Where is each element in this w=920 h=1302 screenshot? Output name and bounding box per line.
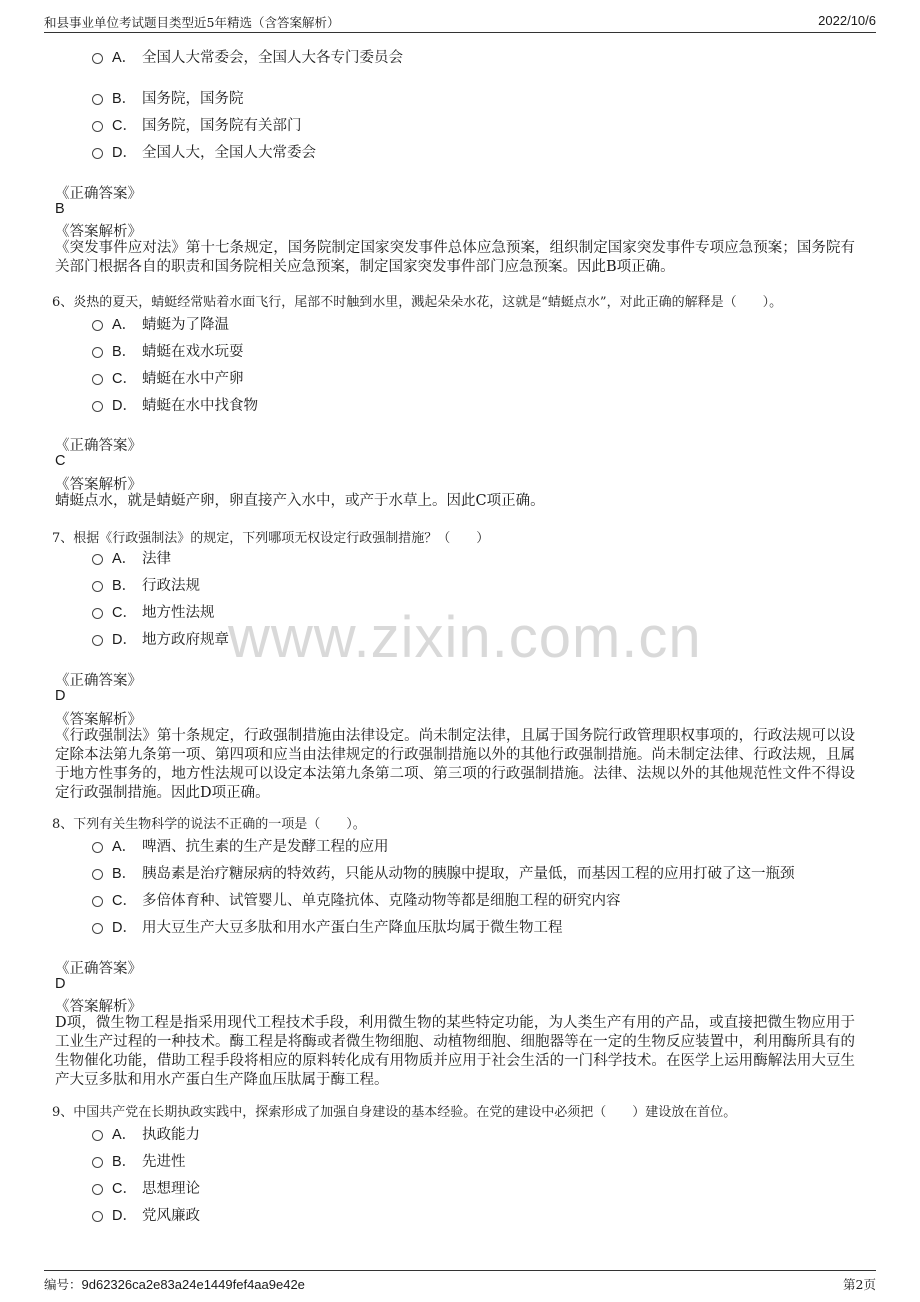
radio-icon[interactable] <box>92 869 103 880</box>
radio-icon[interactable] <box>92 581 103 592</box>
question-7: 7、根据《行政强制法》的规定，下列哪项无权设定行政强制措施？（ ） <box>52 531 490 546</box>
q9-option-b[interactable]: B． 先进性 <box>92 1150 186 1171</box>
radio-icon[interactable] <box>92 1211 103 1222</box>
analysis-label: 《答案解析》 <box>55 712 142 728</box>
q5-option-c[interactable]: C． 国务院，国务院有关部门 <box>92 114 302 135</box>
q7-option-b[interactable]: B． 行政法规 <box>92 574 200 595</box>
radio-icon[interactable] <box>92 1130 103 1141</box>
question-9: 9、中国共产党在长期执政实践中，探索形成了加强自身建设的基本经验。在党的建设中必须把（ ）建设放在首位。 <box>52 1105 737 1120</box>
analysis-label: 《答案解析》 <box>55 477 142 493</box>
q7-option-c[interactable]: C． 地方性法规 <box>92 601 215 622</box>
answer-value: B <box>55 201 65 217</box>
radio-icon[interactable] <box>92 842 103 853</box>
document-id <box>44 1275 305 1293</box>
radio-icon[interactable] <box>92 53 103 64</box>
radio-icon[interactable] <box>92 923 103 934</box>
analysis-text: 《行政强制法》第十条规定，行政强制措施由法律设定。尚未制定法律，且属于国务院行政管理职权事项的，行政法规可以设定除本法第九条第一项、第四项和应当由法律规定的行政强制措施以外的其他行政强制措施。尚未制定法律、行政法规，且属于地方性事务的，地方性法规可以设定本法第九条第二项、第三项的行政强制措施。法律、法规以外的其他规范性文件不得设定行政强制措施。因此D项正确。 <box>55 728 855 801</box>
answer-value: D <box>55 688 66 704</box>
answer-label: 《正确答案》 <box>55 961 142 977</box>
q9-option-c[interactable]: C． 思想理论 <box>92 1177 200 1198</box>
q9-option-d[interactable]: D． 党风廉政 <box>92 1204 200 1225</box>
q5-option-b[interactable]: B． 国务院，国务院 <box>92 87 244 108</box>
q8-option-c[interactable]: C． 多倍体育种、试管婴儿、单克隆抗体、克隆动物等都是细胞工程的研究内容 <box>92 889 621 910</box>
q8-option-d[interactable]: D． 用大豆生产大豆多肽和用水产蛋白生产降血压肽均属于微生物工程 <box>92 916 563 937</box>
answer-value: D <box>55 976 66 992</box>
q5-option-d[interactable]: D． 全国人大，全国人大常委会 <box>92 141 316 162</box>
radio-icon[interactable] <box>92 554 103 565</box>
analysis-label: 《答案解析》 <box>55 999 142 1015</box>
page-footer <box>44 1270 876 1293</box>
q6-option-b[interactable]: B． 蜻蜓在戏水玩耍 <box>92 340 244 361</box>
radio-icon[interactable] <box>92 1157 103 1168</box>
radio-icon[interactable] <box>92 608 103 619</box>
document-id-label: 编号： <box>44 1277 82 1292</box>
answer-label: 《正确答案》 <box>55 673 142 689</box>
q8-option-b[interactable]: B． 胰岛素是治疗糖尿病的特效药，只能从动物的胰腺中提取，产量低，而基因工程的应用打破了这一瓶颈 <box>92 862 795 883</box>
q5-option-a[interactable]: A． 全国人大常委会，全国人大各专门委员会 <box>92 46 403 67</box>
analysis-text: 蜻蜓点水，就是蜻蜓产卵，卵直接产入水中，或产于水草上。因此C项正确。 <box>55 493 545 509</box>
q8-option-a[interactable]: A． 啤酒、抗生素的生产是发酵工程的应用 <box>92 835 389 856</box>
radio-icon[interactable] <box>92 374 103 385</box>
document-id-value: 9d62326ca2e83a24e1449fef4aa9e42e <box>81 1277 305 1292</box>
analysis-label: 《答案解析》 <box>55 224 142 240</box>
question-8: 8、下列有关生物科学的说法不正确的一项是（ ）。 <box>52 817 366 832</box>
radio-icon[interactable] <box>92 401 103 412</box>
watermark: www.zixin.com.cn <box>228 605 702 670</box>
radio-icon[interactable] <box>92 148 103 159</box>
document-title: 和县事业单位考试题目类型近5年精选（含答案解析） <box>44 15 340 30</box>
q7-option-d[interactable]: D． 地方政府规章 <box>92 628 229 649</box>
q6-option-c[interactable]: C． 蜻蜓在水中产卵 <box>92 367 244 388</box>
radio-icon[interactable] <box>92 635 103 646</box>
radio-icon[interactable] <box>92 320 103 331</box>
radio-icon[interactable] <box>92 1184 103 1195</box>
radio-icon[interactable] <box>92 347 103 358</box>
q9-option-a[interactable]: A． 执政能力 <box>92 1123 200 1144</box>
question-6: 6、炎热的夏天，蜻蜓经常贴着水面飞行，尾部不时触到水里，溅起朵朵水花，这就是“蜻蜓点水”，对此正确的解释是（ ）。 <box>52 295 783 310</box>
radio-icon[interactable] <box>92 896 103 907</box>
q7-option-a[interactable]: A． 法律 <box>92 547 171 568</box>
radio-icon[interactable] <box>92 94 103 105</box>
analysis-text: 《突发事件应对法》第十七条规定，国务院制定国家突发事件总体应急预案，组织制定国家突发事件专项应急预案；国务院有关部门根据各自的职责和国务院相关应急预案，制定国家突发事件部门应急预案。因此B项正确。 <box>55 240 855 275</box>
page-number: 第2页 <box>843 1277 876 1292</box>
document-date: 2022/10/6 <box>818 13 876 28</box>
q6-option-a[interactable]: A． 蜻蜓为了降温 <box>92 313 229 334</box>
page-header <box>44 10 876 33</box>
answer-value: C <box>55 453 66 469</box>
analysis-text: D项，微生物工程是指采用现代工程技术手段，利用微生物的某些特定功能，为人类生产有用的产品，或直接把微生物应用于工业生产过程的一种技术。酶工程是将酶或者微生物细胞、动植物细胞、细胞器等在一定的生物反应装置中，利用酶所具有的生物催化功能，借助工程手段将相应的原料转化成有用物质并应用于社会生活的一门科学技术。在医学上运用酶解法用大豆生产大豆多肽和用水产蛋白生产降血压肽属于酶工程。 <box>55 1015 855 1088</box>
radio-icon[interactable] <box>92 121 103 132</box>
answer-label: 《正确答案》 <box>55 438 142 454</box>
q6-option-d[interactable]: D． 蜻蜓在水中找食物 <box>92 394 258 415</box>
answer-label: 《正确答案》 <box>55 186 142 202</box>
